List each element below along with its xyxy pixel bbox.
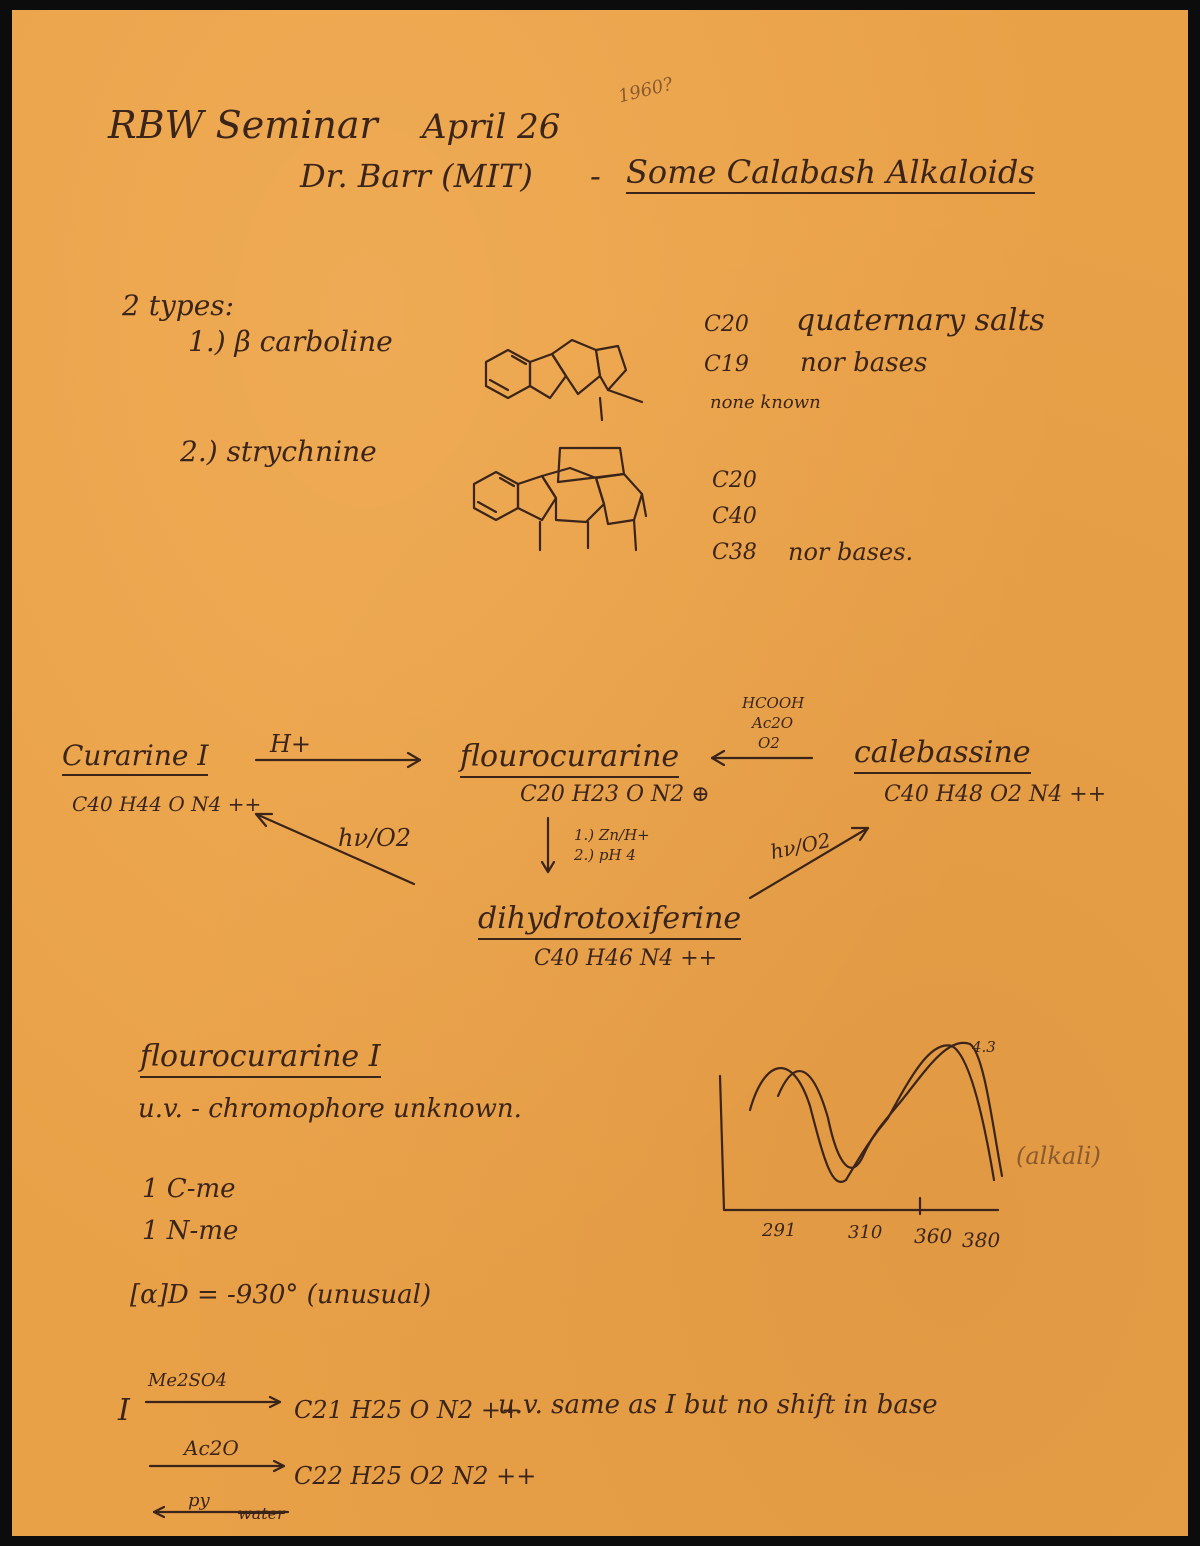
reagent-zn-step1: 1.) Zn/H+ (574, 826, 650, 844)
type-beta-carboline: 1.) β carboline (188, 325, 393, 358)
struck-water: water (238, 1504, 285, 1523)
uv-tick-310: 310 (848, 1222, 883, 1243)
beta-carboline-structure (486, 340, 642, 420)
note-c40: C40 (712, 504, 757, 529)
reagent-hcooh: HCOOH (742, 694, 805, 712)
uv-tick-291: 291 (762, 1220, 797, 1241)
note-nor-bases-a: nor bases (800, 348, 928, 378)
start-compound-i: I (118, 1393, 130, 1428)
uv-spectrum-plot (720, 1043, 1002, 1214)
talk-title: Some Calabash Alkaloids (626, 156, 1035, 194)
seminar-date: April 26 (422, 107, 561, 147)
reagent-h-plus: H+ (270, 730, 312, 758)
compound-flourocurarine: flourocurarine (460, 742, 679, 778)
optical-rotation: [α]D = -930° (unusual) (130, 1280, 432, 1310)
uv-peak-label: 4.3 (972, 1038, 996, 1056)
speaker: Dr. Barr (MIT) (300, 157, 533, 195)
note-c20-b: C20 (712, 468, 757, 493)
flourocurarine-formula: C20 H23 O N2 ⊕ (520, 782, 710, 807)
reagent-ac2o-2: Ac2O (184, 1436, 239, 1460)
uv-same-remark: u.v. same as I but no shift in base (498, 1390, 938, 1420)
reagent-ph-step2: 2.) pH 4 (574, 846, 636, 864)
uv-tick-380: 380 (962, 1228, 1001, 1252)
uv-tick-360: 360 (914, 1224, 953, 1248)
note-c38: C38 (712, 540, 757, 565)
dihydrotoxiferine-formula: C40 H46 N4 ++ (534, 946, 718, 971)
note-none-known: none known (710, 392, 821, 413)
compound-curarine: Curarine I (62, 742, 208, 776)
uv-chromophore-note: u.v. - chromophore unknown. (138, 1094, 522, 1124)
c-me-note: 1 C-me (142, 1174, 236, 1204)
note-quaternary-salts: quaternary salts (796, 303, 1045, 338)
seminar-label: RBW Seminar (108, 103, 378, 147)
reagent-me2so4: Me2SO4 (148, 1370, 228, 1391)
product-1-formula: C21 H25 O N2 ++ (294, 1396, 522, 1424)
reagent-hv-o2-left: hν/O2 (338, 824, 412, 852)
compound-calebassine: calebassine (854, 738, 1031, 774)
curarine-formula: C40 H44 O N4 ++ (72, 792, 262, 816)
sketch-layer (12, 10, 1188, 1536)
alkali-label: (alkali) (1016, 1142, 1101, 1170)
note-c20-a: C20 (704, 312, 749, 337)
strychnine-structure (474, 448, 646, 550)
reagent-ac2o: Ac2O (752, 714, 794, 732)
product-2-formula: C22 H25 O2 N2 ++ (294, 1462, 537, 1490)
calebassine-formula: C40 H48 O2 N4 ++ (884, 782, 1107, 807)
note-c19: C19 (704, 352, 749, 377)
types-heading: 2 types: (122, 289, 235, 322)
flourocurarine-heading: flourocurarine I (140, 1042, 381, 1078)
compound-dihydrotoxiferine: dihydrotoxiferine (478, 904, 741, 940)
note-page (12, 10, 1188, 1536)
note-nor-bases-b: nor bases. (788, 538, 914, 566)
n-me-note: 1 N-me (142, 1216, 239, 1246)
reagent-o2: O2 (758, 734, 780, 752)
header-dash: - (590, 157, 601, 195)
year-annotation: 1960? (616, 73, 676, 108)
reagent-py: py (188, 1490, 210, 1511)
type-strychnine: 2.) strychnine (180, 435, 377, 468)
reagent-hv-o2-right: hν/O2 (768, 827, 833, 865)
